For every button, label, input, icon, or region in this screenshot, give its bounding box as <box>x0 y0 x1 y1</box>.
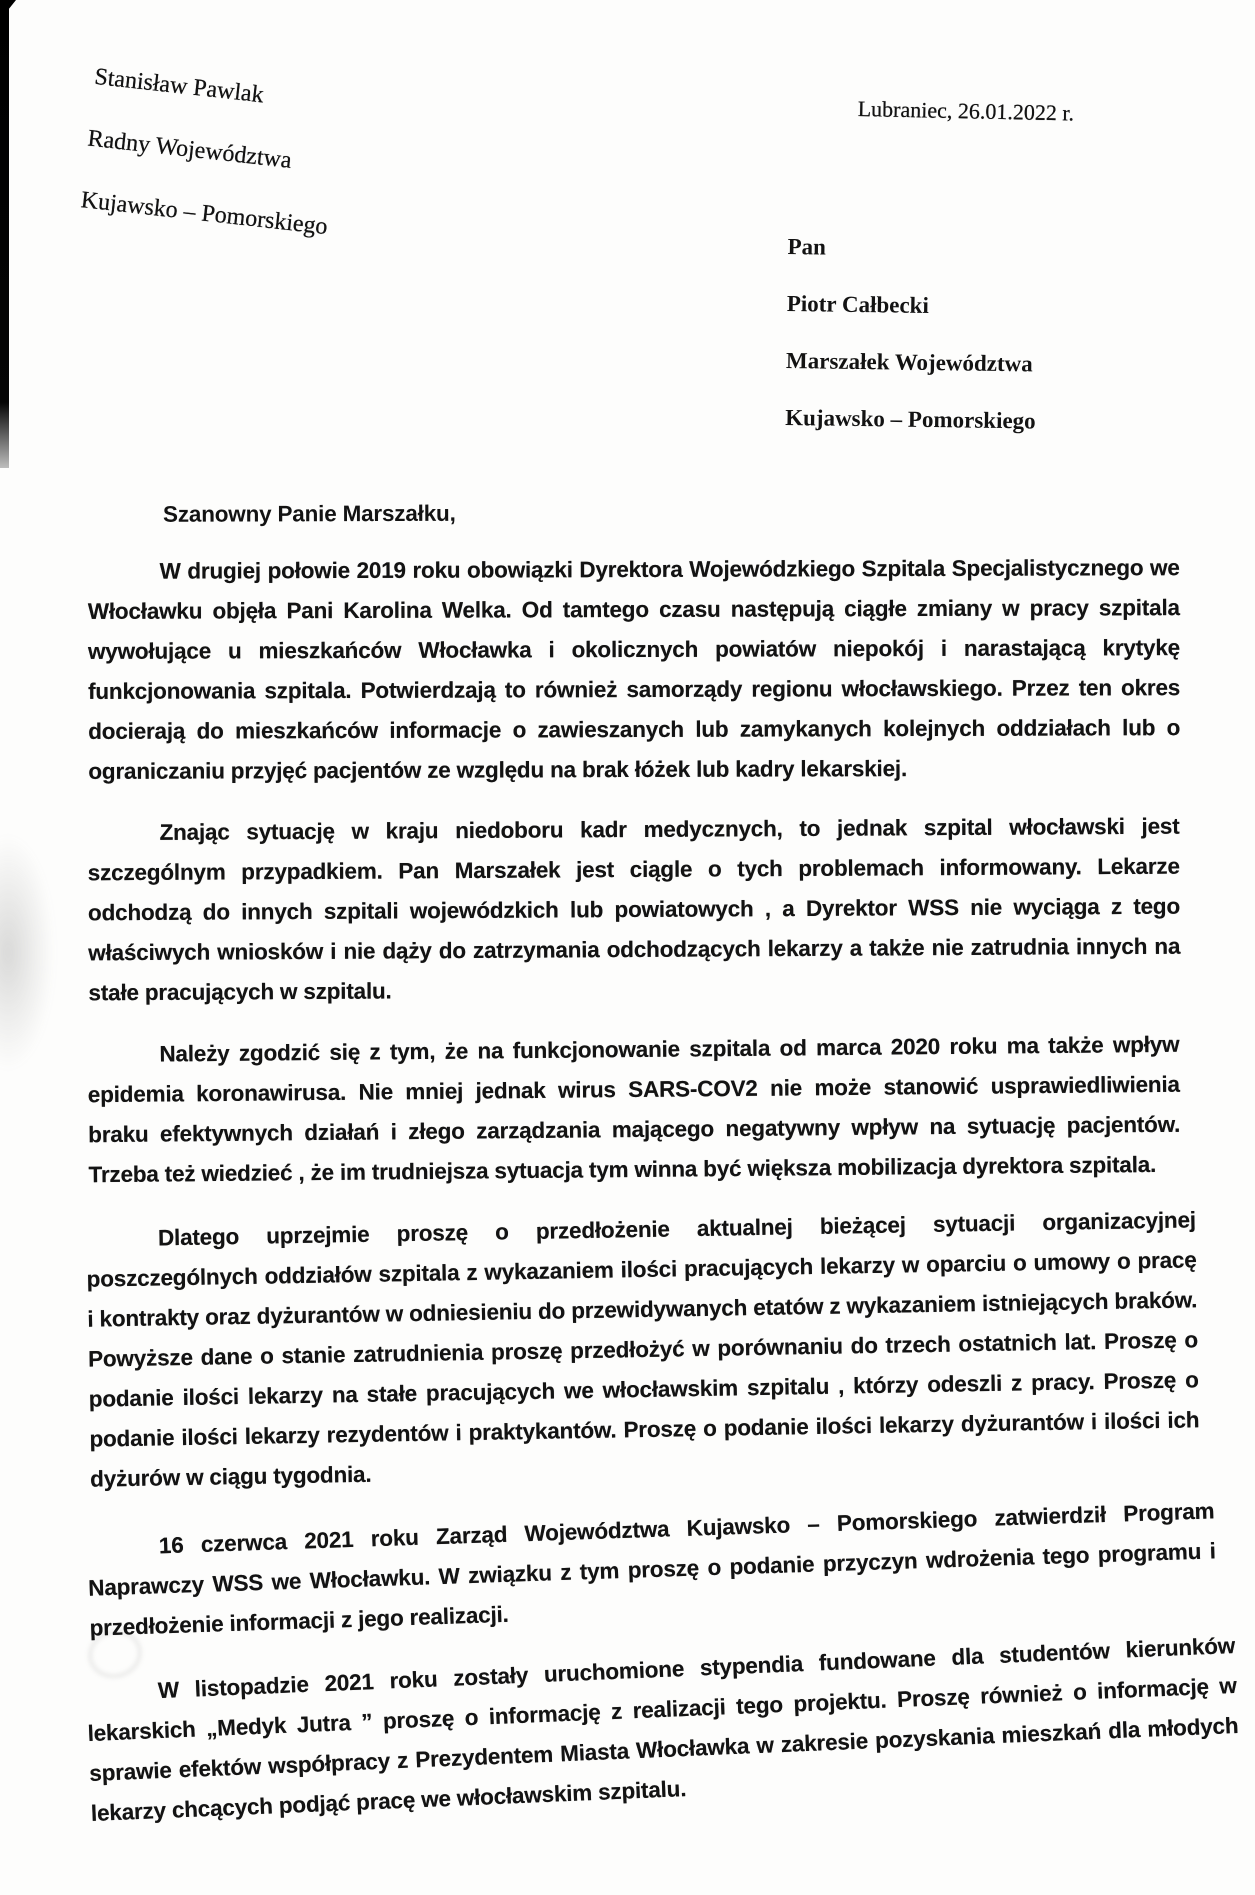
recipient-title: Marszałek Województwa <box>785 347 1033 377</box>
recipient-region: Kujawsko – Pomorskiego <box>785 404 1036 434</box>
body-paragraph: W drugiej połowie 2019 roku obowiązki Dyrektora Wojewódzkiego Szpitala Specjalistycznego we Włocławku objęła Pani Karolina Welka. Od tamtego czasu następują ciągłe zmiany w pracy szpitala wywołujące u mieszkańców Włocławka i okolicznych powiatów niepokój i narastającą krytykę funkcjonowania szpitala. Potwierdzają to również samorządy regionu włocławskiego. Przez ten okres docierają do mieszkańców informacje o zawieszanych lub zamykanych kolejnych oddziałach lub o ograniczaniu przyjęć pacjentów ze względu na brak łóżek lub kadry lekarskiej. <box>87 555 1181 784</box>
recipient-honorific: Pan <box>787 233 827 260</box>
body-paragraph: Dlatego uprzejmie proszę o przedłożenie aktualnej bieżącej sytuacji organizacyjnej poszczególnych oddziałów szpitala z wykazaniem ilości pracujących lekarzy w oparciu o umowy o pracę i kontrakty oraz dyżurantów w odniesieniu do przewidywanych etatów z wykazaniem istniejących braków. Powyższe dane o stanie zatrudnienia proszę przedłożyć w porównaniu do trzech ostatnich lat. Proszę o podanie ilości lekarzy na stałe pracujących we włocławskim szpitalu , którzy odeszli z pracy. Proszę o podanie ilości lekarzy rezydentów i praktykantów. Proszę o podanie ilości lekarzy dyżurantów i ilości ich dyżurów w ciągu tygodnia. <box>86 1207 1200 1492</box>
recipient-name: Piotr Całbecki <box>786 290 930 318</box>
letter-body <box>86 500 1239 1830</box>
salutation: Szanowny Panie Marszałku, <box>162 500 456 527</box>
body-paragraph: Należy zgodzić się z tym, że na funkcjonowanie szpitala od marca 2020 roku ma także wpływ epidemia koronawirusa. Nie mniej jednak wirus SARS-COV2 nie może stanowić usprawiedliwienia braku efektywnych działań i złego zarządzania mającego negatywny wpływ na sytuację pacjentów. Trzeba też wiedzieć , że im trudniejsza sytuacja tym winna być większa mobilizacja dyrektora szpitala. <box>87 1031 1181 1188</box>
body-paragraph: 16 czerwca 2021 roku Zarząd Województwa Kujawsko – Pomorskiego zatwierdził Program Naprawczy WSS we Włocławku. W związku z tym proszę o podanie przyczyn wdrożenia tego programu i przedłożenie informacji z jego realizacji. <box>87 1498 1217 1641</box>
sender-block <box>78 46 345 258</box>
sender-name: Stanisław Pawlak <box>93 63 265 109</box>
scan-shadow-artifact <box>0 835 54 1070</box>
body-paragraph: W listopadzie 2021 roku zostały uruchomione stypendia fundowane dla studentów kierunków lekarskich „Medyk Jutra ” proszę o informację z realizacji tego projektu. Proszę również o informację w sprawie efektów współpracy z Prezydentem Miasta Włocławka w zakresie pozyskania mieszkań dla młodych lekarzy chcących podjąć pracę we włocławskim szpitalu. <box>87 1632 1239 1827</box>
sender-region: Kujawsko – Pomorskiego <box>79 187 329 241</box>
scan-edge-artifact <box>0 0 9 468</box>
body-paragraph: Znając sytuację w kraju niedoboru kadr medycznych, to jednak szpital włocławski jest szczególnym przypadkiem. Pan Marszałek jest ciągle o tych problemach informowany. Lekarze odchodzą do innych szpitali wojewódzkich lub powiatowych , a Dyrektor WSS nie wyciąga z tego właściwych wniosków i nie dąży do zatrzymania odchodzących lekarzy a także nie zatrudnia innych na stałe pracujących w szpitalu. <box>87 813 1181 1006</box>
dateline: Lubraniec, 26.01.2022 r. <box>857 96 1075 126</box>
scan-corner-artifact <box>0 0 16 20</box>
sender-title: Radny Województwa <box>86 125 293 174</box>
recipient-block <box>785 218 1039 449</box>
